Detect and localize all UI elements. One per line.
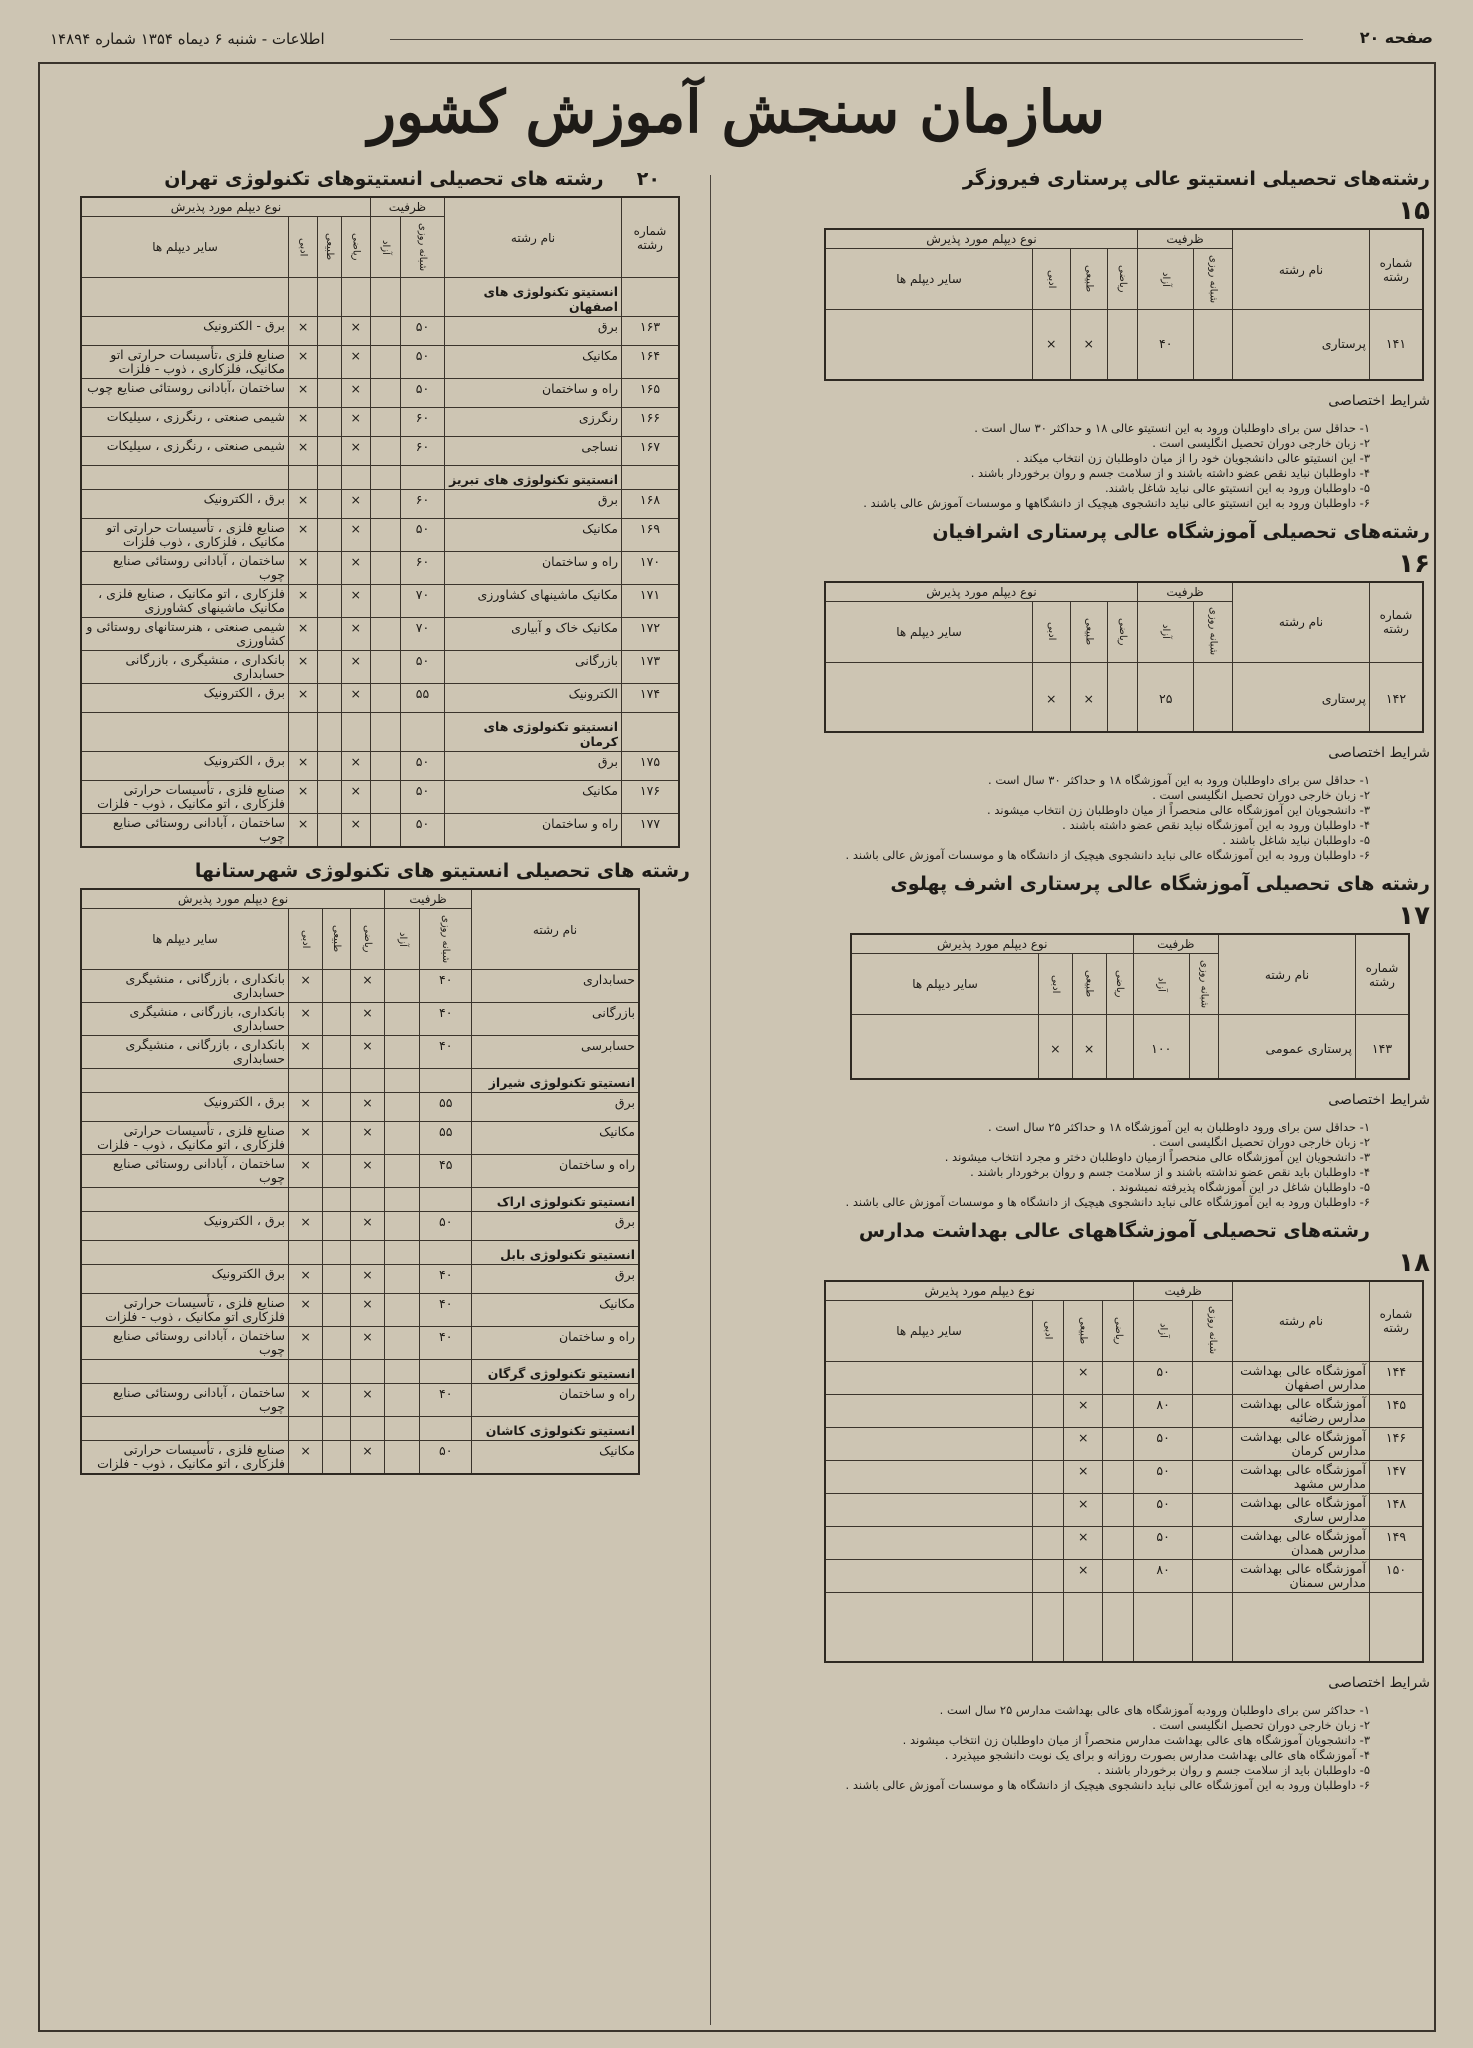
table-row: ۱۴۱ پرستاری ۴۰ × × bbox=[825, 310, 1423, 380]
conditions-list: ۱- حداقل سن برای ورود داوطلبان به این آموزشگاه ۱۸ و حداکثر ۲۵ سال است . ۲- زبان خارجی دوران تحصیل انگلیسی است . ۳- دانشجویان این آموزشگاه عالی منحصراً ازمیان داوطلبان دختر و مجرد انتخاب میشوند . ۴- داوطلبان باید نقص عضو نداشته باشند و از سلامت جسم و روان برخوردار باشند . ۵- داوطلبان شاغل در این آموزشگاه پذیرفته نمیشوند . ۶- داوطلبان ورود به این آموزشگاه عالی نباید دانشجوی هیچیک از دانشگاه ها و موسسات آموزش عالی باشند . bbox=[845, 1119, 1370, 1209]
table-row: ۱۶۷ نساجی ۶۰ × × شیمی صنعتی ، رنگرزی ، سیلیکات bbox=[81, 437, 679, 466]
table-row: ۱۴۳ پرستاری عمومی ۱۰۰ × × bbox=[851, 1015, 1409, 1079]
table-row: ۱۷۲ مکانیک خاک و آبیاری ۷۰ × × شیمی صنعتی ، هنرستانهای روستائی و کشاورزی bbox=[81, 618, 679, 651]
col-day: شبانه روزی bbox=[1194, 249, 1233, 310]
column-divider bbox=[710, 175, 711, 2025]
section-table: شماره رشته نام رشته ظرفیت نوع دیپلم مورد پذیرش شبانه روزی آزاد ریاضی طبیعی ادبی سایر دیپلم ها ۱۴۴ آموزشگاه عالی بهداشت مدارس اصفهان ۵۰ × ۱۴۵ آموزشگاه عالی بهداشت مدارس رضائیه ۸۰ × ۱۴۶ آموزشگاه عالی بهداشت مدارس کرمان ۵۰ × ۱۴۷ آموزشگاه عالی بهداشت مدارس مشهد ۵۰ × ۱۴۸ آموزشگاه عالی بهداشت مدارس ساری ۵۰ × ۱۴۹ آموزشگاه عالی بهداشت مدارس همدان ۵۰ × ۱۵۰ آموزشگاه عالی بهداشت مدارس سمنان ۸۰ × bbox=[824, 1280, 1424, 1664]
col-diploma: نوع دیپلم مورد پذیرش bbox=[825, 229, 1138, 249]
table-row: بازرگانی ۴۰ × × بانکداری، بازرگانی ، منشیگری حسابداری bbox=[81, 1003, 639, 1036]
section-table: شماره رشته نام رشته ظرفیت نوع دیپلم مورد پذیرش شبانه روزی آزاد ریاضی طبیعی ادبی سایر دیپلم ها ۱۴۳ پرستاری عمومی ۱۰۰ × × bbox=[850, 933, 1410, 1080]
table-row: ۱۵۰ آموزشگاه عالی بهداشت مدارس سمنان ۸۰ × bbox=[825, 1559, 1423, 1592]
section-title: رشته‌های تحصیلی آموزشگاههای عالی بهداشت مدارس bbox=[858, 1219, 1370, 1242]
table-row: ۱۷۴ الکترونیک ۵۵ × × برق ، الکترونیک bbox=[81, 684, 679, 713]
table-row: راه و ساختمان ۴۵ × × ساختمان ، آبادانی روستائی صنایع چوب bbox=[81, 1155, 639, 1188]
col-capacity: ظرفیت bbox=[1138, 229, 1233, 249]
table-row: ۱۴۴ آموزشگاه عالی بهداشت مدارس اصفهان ۵۰ × bbox=[825, 1361, 1423, 1394]
conditions-list: ۱- حداقل سن برای داوطلبان ورود به این انستیتو عالی ۱۸ و حداکثر ۳۰ سال است . ۲- زبان خارجی دوران تحصیل انگلیسی است . ۳- این انستیتو عالی دانشجویان خود را از میان داوطلبان زن انتخاب میکند . ۴- داوطلبان نباید نقص عضو داشته باشند و از سلامت جسم و روان برخوردار باشند . ۵- داوطلبان ورود به این انستیتو عالی نباید شاغل باشند. ۶- داوطلبان ورود به این انستیتو عالی نباید دانشجوی هیچیک از دانشگاهها و موسسات آموزش عالی باشند . bbox=[863, 420, 1370, 510]
table-row: ۱۴۷ آموزشگاه عالی بهداشت مدارس مشهد ۵۰ × bbox=[825, 1460, 1423, 1493]
conditions-title: شرایط اختصاصی bbox=[1328, 745, 1430, 761]
table-row: حسابرسی ۴۰ × × بانکداری ، بازرگانی ، منشیگری حسابداری bbox=[81, 1036, 639, 1069]
section-table: شماره رشته نام رشته ظرفیت نوع دیپلم مورد پذیرش شبانه روزی آزاد ریاضی طبیعی ادبی سایر دیپلم ها ۱۴۲ پرستاری ۲۵ × × bbox=[824, 581, 1424, 734]
table-row: ۱۴۸ آموزشگاه عالی بهداشت مدارس ساری ۵۰ × bbox=[825, 1493, 1423, 1526]
institute-heading: انستیتو تکنولوژی های تبریز bbox=[81, 466, 679, 490]
table-row: ۱۷۰ راه و ساختمان ۶۰ × × ساختمان ، آبادانی روستائی صنایع چوب bbox=[81, 552, 679, 585]
table-row: ۱۶۴ مکانیک ۵۰ × × صنایع فلزی ،تأسیسات حرارتی اتو مکانیک، فلزکاری ، ذوب - فلزات bbox=[81, 346, 679, 379]
table-row: ۱۶۹ مکانیک ۵۰ × × صنایع فلزی ، تأسیسات حرارتی اتو مکانیک ، فلزکاری ، ذوب فلزات bbox=[81, 519, 679, 552]
table-row: برق ۴۰ × × برق الکترونیک bbox=[81, 1265, 639, 1294]
col-math: ریاضی bbox=[1108, 249, 1138, 310]
section-number: ۱۸ bbox=[1398, 1247, 1430, 1278]
left-column bbox=[60, 168, 690, 1475]
table-row: ۱۴۶ آموزشگاه عالی بهداشت مدارس کرمان ۵۰ × bbox=[825, 1427, 1423, 1460]
table-row: مکانیک ۵۰ × × صنایع فلزی ، تأسیسات حرارتی فلزکاری ، اتو مکانیک ، ذوب - فلزات bbox=[81, 1441, 639, 1475]
table-row: ۱۶۸ برق ۶۰ × × برق ، الکترونیک bbox=[81, 490, 679, 519]
section-title: ۲۰ رشته های تحصیلی انستیتوهای تکنولوژی تهران bbox=[164, 168, 660, 190]
table-row: ۱۴۵ آموزشگاه عالی بهداشت مدارس رضائیه ۸۰ × bbox=[825, 1394, 1423, 1427]
section-number: ۱۵ bbox=[1398, 196, 1430, 226]
masthead-rule bbox=[390, 39, 1303, 40]
table-row: برق ۵۰ × × برق ، الکترونیک bbox=[81, 1212, 639, 1241]
section-table: شماره رشته نام رشته ظرفیت نوع دیپلم مورد پذیرش شبانه روزی آزاد ریاضی طبیعی ادبی سایر دیپلم ها انستیتو تکنولوژی های اصفهان ۱۶۳ برق ۵۰ × × برق - الکترونیک ۱۶۴ مکانیک ۵۰ × × صنایع فلزی ،تأسیسات حرارتی اتو مکانیک، فلزکاری ، ذوب - فلزات ۱۶۵ راه و ساختمان ۵۰ × × ساختمان ،آبادانی روستائی صنایع چوب ۱۶۶ رنگرزی ۶۰ × × شیمی صنعتی ، رنگرزی ، سیلیکات ۱۶۷ نساجی ۶۰ × × شیمی صنعتی ، رنگرزی ، سیلیکات انستیتو تکنولوژی های تبریز ۱۶۸ برق ۶۰ × × برق ، الکترونیک ۱۶۹ مکانیک ۵۰ × × صنایع فلزی ، تأسیسات حرارتی اتو مکانیک ، فلزکاری ، ذوب فلزات ۱۷۰ راه و ساختمان ۶۰ × × ساختمان ، آبادانی روستائی صنایع چوب ۱۷۱ مکانیک ماشینهای کشاورزی ۷۰ × × فلزکاری ، اتو مکانیک ، صنایع فلزی ، مکانیک ماشینهای کشاورزی ۱۷۲ مکانیک خاک و آبیاری ۷۰ × × شیمی صنعتی ، هنرستانهای روستائی و کشاورزی ۱۷۳ بازرگانی ۵۰ × × بانکداری ، منشیگری ، بازرگانی حسابداری ۱۷۴ الکترونیک ۵۵ × × برق ، الکترونیک انستیتو تکنولوژی های کرمان ۱۷۵ برق ۵۰ × × برق ، الکترونیک ۱۷۶ مکانیک ۵۰ × × صنایع فلزی ، تأسیسات حرارتی فلزکاری ، اتو مکانیک ، ذوب - فلزات ۱۷۷ راه و ساختمان ۵۰ × × ساختمان ، آبادانی روستائی صنایع چوب bbox=[80, 196, 680, 848]
section-title: رشته‌های تحصیلی انستیتو عالی پرستاری فیروزگر bbox=[962, 168, 1430, 190]
institute-heading: انستیتو تکنولوژی های کرمان bbox=[81, 713, 679, 752]
main-title: سازمان سنجش آموزش کشور bbox=[368, 78, 1105, 146]
section-title: رشته های تحصیلی انستیتو های تکنولوژی شهرستانها bbox=[194, 860, 690, 882]
conditions-title: شرایط اختصاصی bbox=[1328, 1675, 1430, 1691]
table-row: مکانیک ۴۰ × × صنایع فلزی ، تأسیسات حرارتی فلزکاری اتو مکانیک ، ذوب - فلزات bbox=[81, 1294, 639, 1327]
col-natural: طبیعی bbox=[1070, 249, 1107, 310]
col-number: شماره رشته bbox=[1370, 229, 1424, 310]
col-literary: ادبی bbox=[1033, 249, 1071, 310]
section-number: ۱۶ bbox=[1398, 548, 1430, 579]
section-20 bbox=[60, 168, 690, 848]
table-row: ۱۴۹ آموزشگاه عالی بهداشت مدارس همدان ۵۰ × bbox=[825, 1526, 1423, 1559]
section-table: نام رشته ظرفیت نوع دیپلم مورد پذیرش شبانه روزی آزاد ریاضی طبیعی ادبی سایر دیپلم ها حسابداری ۴۰ × × بانکداری ، بازرگانی ، منشیگری حسابداری بازرگانی ۴۰ × × بانکداری، بازرگانی ، منشیگری حسابداری حسابرسی ۴۰ × × بانکداری ، بازرگانی ، منشیگری حسابداری انستیتو تکنولوژی شیراز برق ۵۵ × × برق ، الکترونیک مکانیک ۵۵ × × صنایع فلزی ، تأسیسات حرارتی فلزکاری ، اتو مکانیک ، ذوب - فلزات راه و ساختمان ۴۵ × × ساختمان ، آبادانی روستائی صنایع چوب انستیتو تکنولوژی اراک برق ۵۰ × × برق ، الکترونیک انستیتو تکنولوژی بابل برق ۴۰ × × برق الکترونیک مکانیک ۴۰ × × صنایع فلزی ، تأسیسات حرارتی فلزکاری اتو مکانیک ، ذوب - فلزات راه و ساختمان ۴۰ × × ساختمان ، آبادانی روستائی صنایع چوب انستیتو تکنولوژی گرگان راه و ساختمان ۴۰ × × ساختمان ، آبادانی روستائی صنایع چوب انستیتو تکنولوژی کاشان مکانیک ۵۰ × × صنایع فلزی ، تأسیسات حرارتی فلزکاری ، اتو مکانیک ، ذوب - فلزات bbox=[80, 888, 640, 1475]
masthead bbox=[50, 28, 1433, 50]
institute-heading: انستیتو تکنولوژی بابل bbox=[81, 1241, 639, 1265]
institute-heading: انستیتو تکنولوژی های اصفهان bbox=[81, 278, 679, 317]
table-row: ۱۷۱ مکانیک ماشینهای کشاورزی ۷۰ × × فلزکاری ، اتو مکانیک ، صنایع فلزی ، مکانیک ماشینهای کشاورزی bbox=[81, 585, 679, 618]
institute-heading: انستیتو تکنولوژی اراک bbox=[81, 1188, 639, 1212]
institute-heading: انستیتو تکنولوژی گرگان bbox=[81, 1360, 639, 1384]
conditions-list: ۱- حداکثر سن برای داوطلبان ورودبه آموزشگاه های عالی بهداشت مدارس ۲۵ سال است . ۲- زبان خارجی دوران تحصیل انگلیسی است . ۳- دانشجویان آموزشگاه های عالی بهداشت مدارس منحصراً از میان داوطلبان زن انتخاب میشوند . ۴- آموزشگاه های عالی بهداشت مدارس بصورت روزانه و برای یک نوبت دانشجو میپذیرد . ۵- داوطلبان باید از سلامت جسم و روان برخوردار باشند . ۶- داوطلبان ورود به این آموزشگاه عالی نباید دانشجوی هیچیک از دانشگاه ها و موسسات آموزش عالی باشند . bbox=[845, 1703, 1370, 1792]
section-number: ۲۰ bbox=[636, 168, 660, 190]
table-row: ۱۷۳ بازرگانی ۵۰ × × بانکداری ، منشیگری ، بازرگانی حسابداری bbox=[81, 651, 679, 684]
section-16 bbox=[800, 521, 1430, 864]
table-row: ۱۶۳ برق ۵۰ × × برق - الکترونیک bbox=[81, 317, 679, 346]
table-row: ۱۶۵ راه و ساختمان ۵۰ × × ساختمان ،آبادانی روستائی صنایع چوب bbox=[81, 379, 679, 408]
table-row: ۱۴۲ پرستاری ۲۵ × × bbox=[825, 662, 1423, 732]
table-row: راه و ساختمان ۴۰ × × ساختمان ، آبادانی روستائی صنایع چوب bbox=[81, 1327, 639, 1360]
conditions-title: شرایط اختصاصی bbox=[1328, 392, 1430, 409]
section-15 bbox=[800, 168, 1430, 511]
table-row: ۱۷۵ برق ۵۰ × × برق ، الکترونیک bbox=[81, 752, 679, 781]
section-title: رشته های تحصیلی آموزشگاه عالی پرستاری اشرف پهلوی bbox=[890, 873, 1430, 895]
conditions-title: شرایط اختصاصی bbox=[1328, 1091, 1430, 1108]
page-number: صفحه ۲۰ bbox=[1359, 28, 1433, 47]
section-table bbox=[824, 228, 1424, 381]
section-number: ۱۷ bbox=[1398, 901, 1430, 931]
table-row: راه و ساختمان ۴۰ × × ساختمان ، آبادانی روستائی صنایع چوب bbox=[81, 1384, 639, 1417]
section-21 bbox=[60, 860, 690, 1475]
section-17 bbox=[800, 873, 1430, 1210]
table-row: ۱۷۷ راه و ساختمان ۵۰ × × ساختمان ، آبادانی روستائی صنایع چوب bbox=[81, 814, 679, 848]
table-row: ۱۶۶ رنگرزی ۶۰ × × شیمی صنعتی ، رنگرزی ، سیلیکات bbox=[81, 408, 679, 437]
section-18 bbox=[800, 1220, 1430, 1794]
conditions-list: ۱- حداقل سن برای داوطلبان ورود به این آموزشگاه ۱۸ و حداکثر ۳۰ سال است . ۲- زبان خارجی دوران تحصیل انگلیسی است . ۳- دانشجویان این آموزشگاه عالی منحصراً از میان داوطلبان زن انتخاب میشوند . ۴- داوطلبان ورود به این آموزشگاه نباید نقص عضو داشته باشند . ۵- داوطلبان نباید شاغل باشند . ۶- داوطلبان ورود به این آموزشگاه عالی نباید دانشجوی هیچیک از دانشگاه ها و موسسات آموزش عالی باشند . bbox=[845, 773, 1370, 862]
table-row: حسابداری ۴۰ × × بانکداری ، بازرگانی ، منشیگری حسابداری bbox=[81, 970, 639, 1003]
col-other: سایر دیپلم ها bbox=[825, 249, 1033, 310]
issue-line: اطلاعات - شنبه ۶ دیماه ۱۳۵۴ شماره ۱۴۸۹۴ bbox=[50, 30, 325, 48]
col-field-name: نام رشته bbox=[1233, 229, 1370, 310]
right-column bbox=[800, 168, 1430, 1803]
institute-heading: انستیتو تکنولوژی کاشان bbox=[81, 1417, 639, 1441]
section-title: رشته‌های تحصیلی آموزشگاه عالی پرستاری اشرافیان bbox=[932, 520, 1430, 543]
table-row: ۱۷۶ مکانیک ۵۰ × × صنایع فلزی ، تأسیسات حرارتی فلزکاری ، اتو مکانیک ، ذوب - فلزات bbox=[81, 781, 679, 814]
col-free: آزاد bbox=[1138, 249, 1194, 310]
institute-heading: انستیتو تکنولوژی شیراز bbox=[81, 1069, 639, 1093]
table-row: برق ۵۵ × × برق ، الکترونیک bbox=[81, 1093, 639, 1122]
table-row: مکانیک ۵۵ × × صنایع فلزی ، تأسیسات حرارتی فلزکاری ، اتو مکانیک ، ذوب - فلزات bbox=[81, 1122, 639, 1155]
